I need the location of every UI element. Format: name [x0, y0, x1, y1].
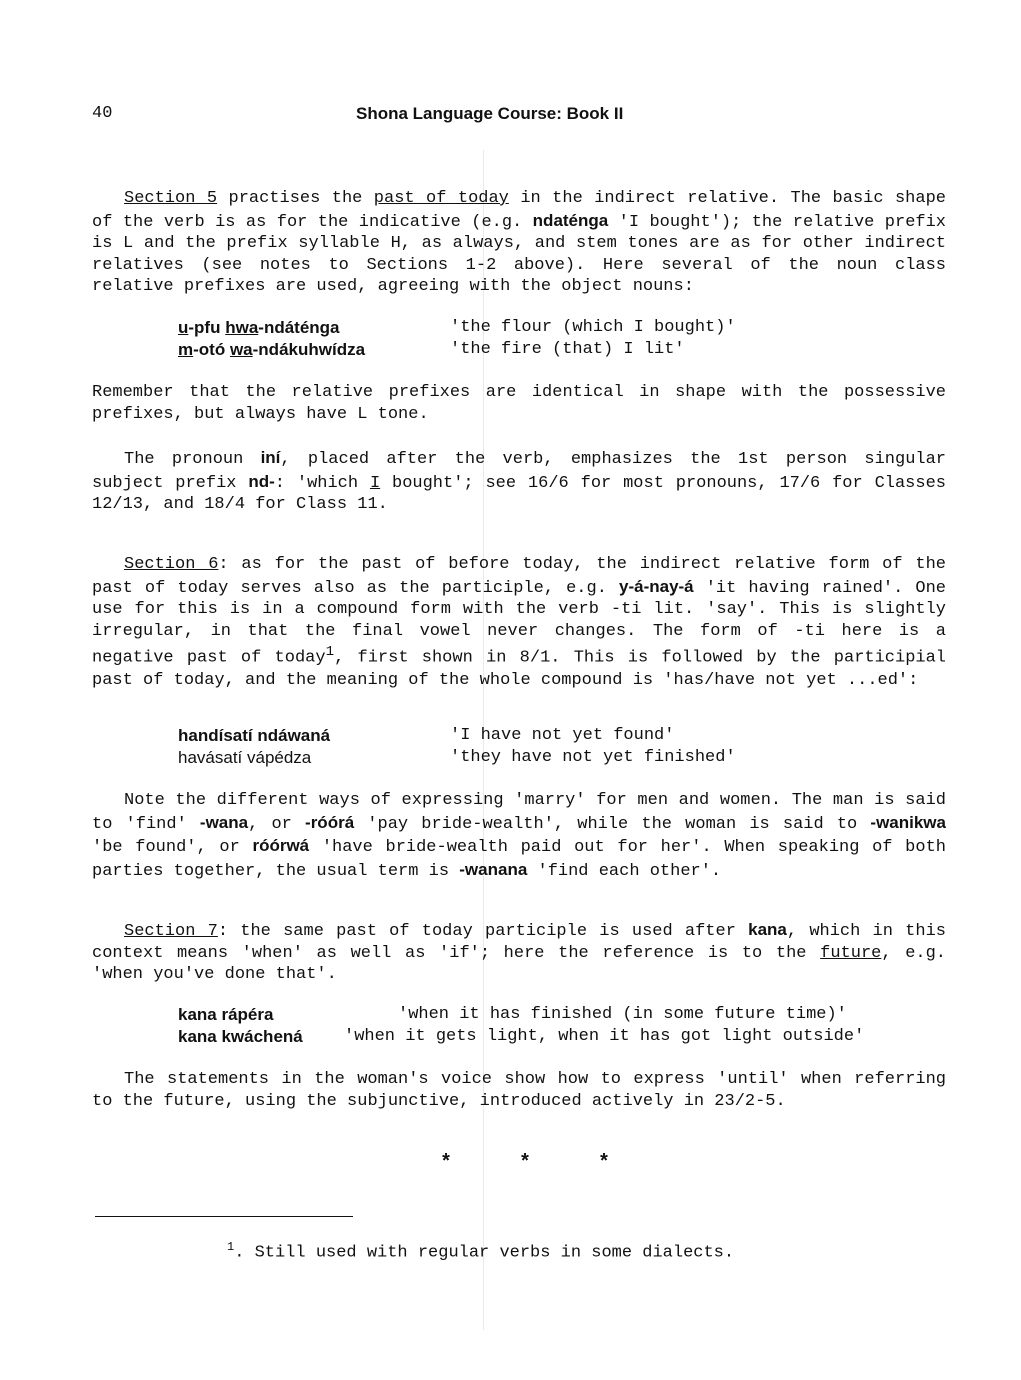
- section-separator: [440, 1152, 610, 1175]
- example-row: [178, 725, 675, 747]
- separator-asterisk: *: [440, 1152, 453, 1175]
- example-row: [178, 1026, 865, 1048]
- example-gloss: 'when it has finished (in some future time)': [398, 1005, 847, 1024]
- example-row: [178, 747, 736, 769]
- footnote: [227, 1240, 734, 1263]
- section-6-paragraph-2: Note the different ways of expressing 'marry' for men and women. The man is said to 'find' -wana, or -róórá 'pay bride-wealth', while the woman is said to -wanikwa 'be found', or róórwá 'have bride-wealth paid out for her'. When speaking of both parties together, the usual term is -wanana 'find each other'.: [92, 791, 946, 881]
- page-number: 40: [92, 104, 113, 123]
- section-5-paragraph-2: Remember that the relative prefixes are identical in shape with the possessive prefixes, but always have L tone.: [92, 383, 946, 424]
- footnote-reference: 1: [325, 644, 335, 661]
- example-word: kana rápéra: [178, 1005, 274, 1024]
- section-7-paragraph-1: Section 7: the same past of today participle is used after kana, which in this context means 'when' as well as 'if'; here the reference is to the future, e.g. 'when you've done that'.: [92, 920, 947, 985]
- section-5-heading: Section 5: [124, 189, 218, 208]
- footnote-mark: 1: [227, 1240, 235, 1254]
- example-gloss: 'when it gets light, when it has got light outside': [344, 1027, 865, 1046]
- footnote-text: . Still used with regular verbs in some dialects.: [234, 1243, 735, 1263]
- past-of-today-term: past of today: [373, 189, 509, 208]
- section-5-examples: [178, 317, 736, 361]
- section-6-heading: Section 6: [124, 555, 219, 574]
- example-gloss: 'the fire (that) I lit': [450, 340, 685, 359]
- example-gloss: 'I have not yet found': [450, 726, 675, 745]
- section-5-paragraph-3: The pronoun iní, placed after the verb, emphasizes the 1st person singular subject prefix nd-: 'which I bought'; see 16/6 for most pronouns, 17/6 for Classes 12/13, and 18/4 for Class 11.: [92, 448, 946, 515]
- section-6-paragraph-1: Section 6: as for the past of before today, the indirect relative form of the past of today serves also as the participle, e.g. y-á-nay-á 'it having rained'. One use for this is in a compound form with the verb -ti lit. 'say'. This is slightly irregular, in that the final vowel never changes. The form of -ti here is a negative past of today$^1$, first shown in 8/1. This is followed by the participial past of today, and the meaning of the whole compound is 'has/have not yet ...ed':: [92, 555, 947, 690]
- example-word: kana kwáchená: [178, 1027, 303, 1046]
- example-row: u-pfu hwa-ndáténga 'the flour (which I bought)': [178, 318, 736, 337]
- example-word: handísatí ndáwaná: [178, 726, 331, 745]
- running-title: Shona Language Course: Book II: [356, 104, 624, 123]
- example-gloss: 'the flour (which I bought)': [450, 318, 736, 337]
- separator-asterisk: *: [518, 1152, 531, 1175]
- example-row: m-otó wa-ndákuhwídza 'the fire (that) I lit': [178, 340, 685, 359]
- section-5-paragraph-1: Section 5 practises the past of today in the indirect relative. The basic shape of the verb is as for the indicative (e.g. ndaténga 'I bought'); the relative prefix is L and the prefix syllable H, as always, and stem tones are as for other indirect relatives (see notes to Sections 1-2 above). Here several of the noun class relative prefixes are used, agreeing with the object nouns:: [92, 189, 946, 297]
- example-word: havásatí vápédza: [178, 748, 312, 767]
- section-7-paragraph-2: The statements in the woman's voice show how to express 'until' when referring to the future, using the subjunctive, introduced actively in 23/2-5.: [92, 1070, 946, 1111]
- section-7-examples: [178, 1004, 865, 1048]
- example-row: [178, 1004, 847, 1026]
- shona-word: ndaténga: [532, 210, 609, 230]
- section-7-heading: Section 7: [124, 922, 218, 941]
- example-gloss: 'they have not yet finished': [450, 748, 736, 767]
- section-6-examples: [178, 725, 736, 769]
- footnote-rule: [95, 1216, 353, 1217]
- shona-word: y-á-nay-á: [619, 576, 694, 596]
- separator-asterisk: *: [597, 1152, 610, 1175]
